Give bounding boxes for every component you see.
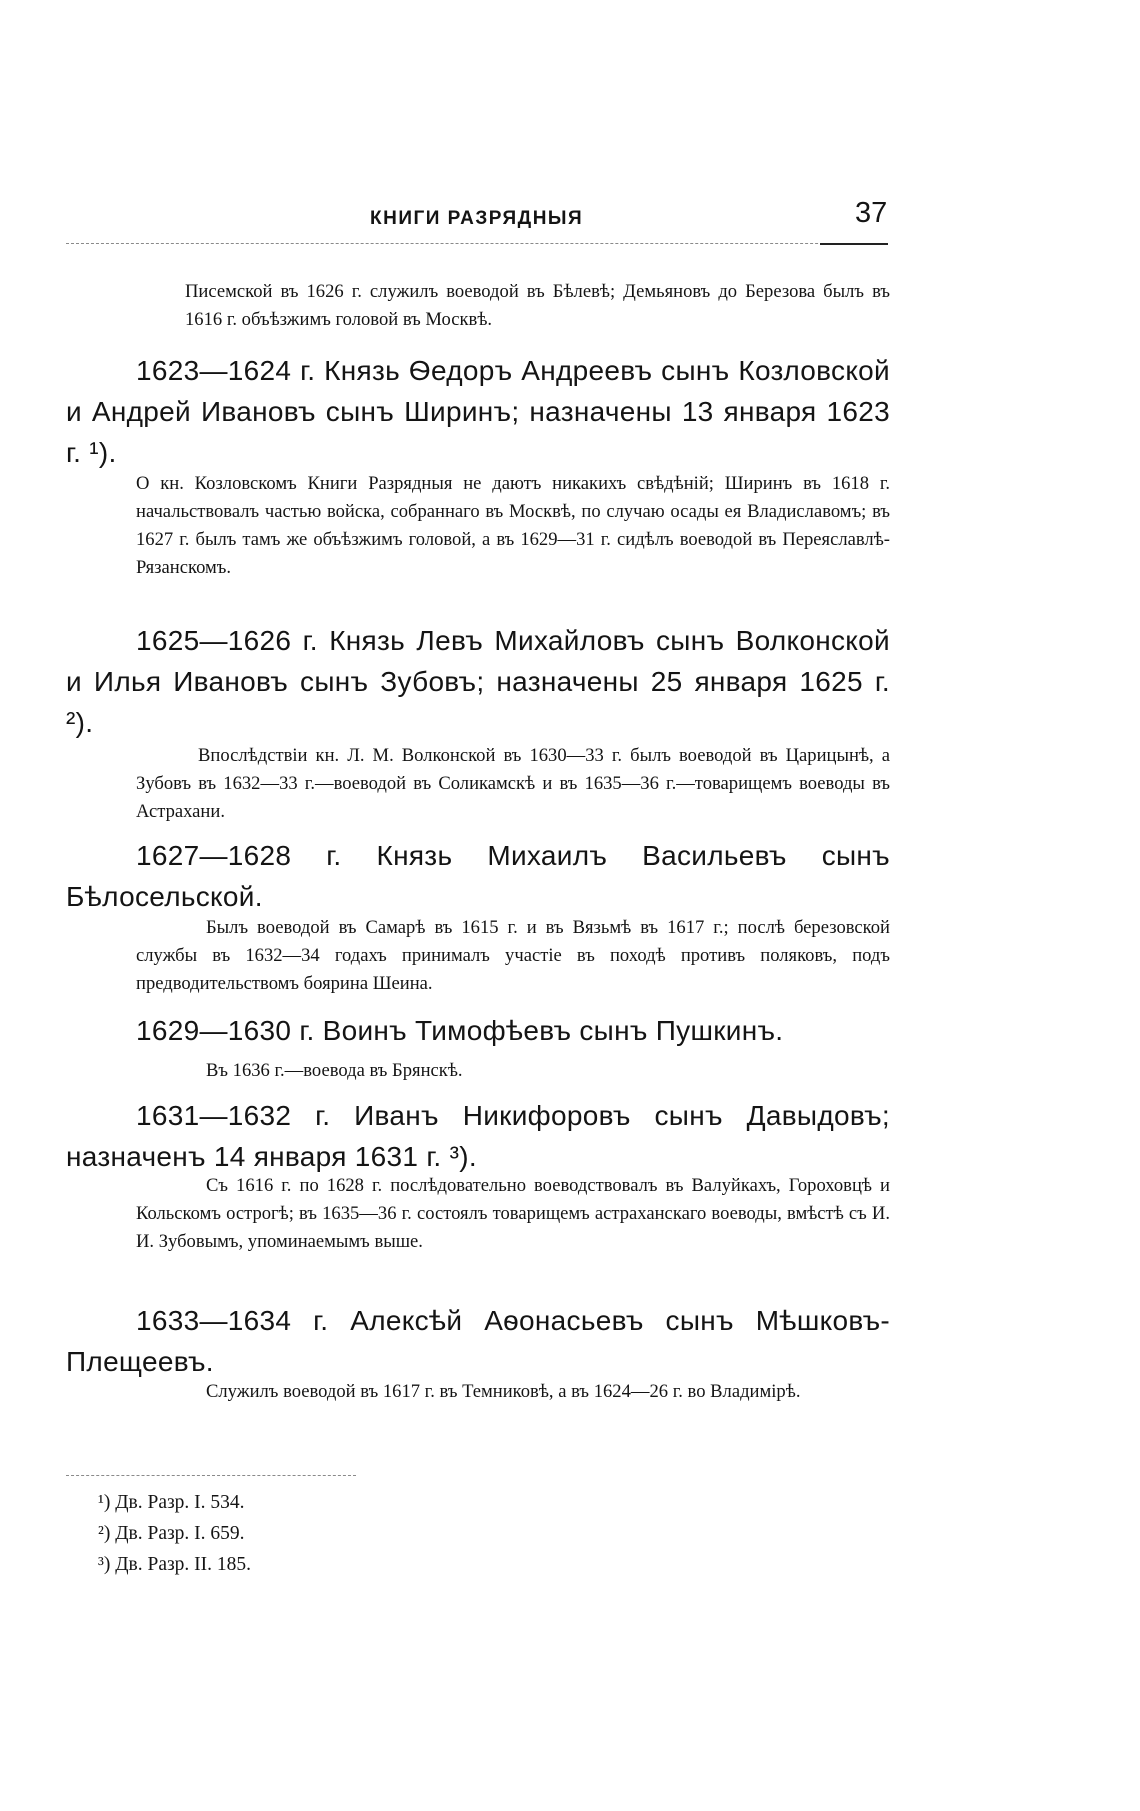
header-rule xyxy=(66,243,888,244)
header-rule-solid xyxy=(820,243,888,245)
entry-heading: 1623—1624 г. Князь Ѳедоръ Андреевъ сынъ Козловской и Андрей Ивановъ сынъ Ширинъ; назначены 13 января 1623 г. ¹). xyxy=(66,355,890,468)
paragraph-text: Писемской въ 1626 г. служилъ воеводой въ Бѣлевѣ; Демьяновъ до Березова былъ въ 1616 г. объѣзжимъ головой въ Москвѣ. xyxy=(185,281,890,330)
paragraph-text: Съ 1616 г. по 1628 г. послѣдовательно воеводствовалъ въ Валуйкахъ, Гороховцѣ и Кольскомъ острогѣ; въ 1635—36 г. состоялъ товарищемъ астраханскаго воеводы, вмѣстѣ съ И. И. Зубовымъ, упоминаемымъ выше. xyxy=(136,1175,890,1252)
footnote xyxy=(98,1521,245,1547)
paragraph-text: Въ 1636 г.—воевода въ Брянскѣ. xyxy=(206,1060,463,1081)
footnote-text: Дв. Разр. I. 659. xyxy=(115,1523,245,1544)
footnote xyxy=(98,1490,245,1516)
footnote-text: Дв. Разр. I. 534. xyxy=(115,1492,245,1513)
paragraph-text: О кн. Козловскомъ Книги Разрядныя не даютъ никакихъ свѣдѣній; Ширинъ въ 1618 г. начальствовалъ частью войска, собраннаго въ Москвѣ, по случаю осады ея Владиславомъ; въ 1627 г. былъ тамъ же объѣзжимъ головой, а въ 1629—31 г. сидѣлъ воеводой въ Переяславлѣ-Рязанскомъ. xyxy=(136,473,890,578)
footnote-mark: ³) xyxy=(98,1554,111,1575)
paragraph-text: Служилъ воеводой въ 1617 г. въ Темниковѣ, а въ 1624—26 г. во Владимірѣ. xyxy=(206,1381,801,1402)
entry-heading: 1627—1628 г. Князь Михаилъ Васильевъ сынъ Бѣлосельской. xyxy=(66,840,890,912)
entry-heading: 1625—1626 г. Князь Левъ Михайловъ сынъ Волконской и Илья Ивановъ сынъ Зубовъ; назначены 25 января 1625 г. ²). xyxy=(66,625,890,738)
footnote-rule xyxy=(66,1475,356,1476)
footnote-text: Дв. Разр. II. 185. xyxy=(115,1554,252,1575)
entry-heading: 1629—1630 г. Воинъ Тимофѣевъ сынъ Пушкинъ. xyxy=(136,1015,784,1046)
paragraph-text: Впослѣдствіи кн. Л. М. Волконской въ 1630—33 г. былъ воеводой въ Царицынѣ, а Зубовъ въ 1632—33 г.—воеводой въ Соликамскѣ и въ 1635—36 г.—товарищемъ воеводы въ Астрахани. xyxy=(136,745,890,822)
footnote-mark: ²) xyxy=(98,1523,111,1544)
footnote xyxy=(98,1552,251,1578)
footnote-mark: ¹) xyxy=(98,1492,111,1513)
entry-heading: 1633—1634 г. Алексѣй Аѳонасьевъ сынъ Мѣшковъ-Плещеевъ. xyxy=(66,1305,890,1377)
page-number: 37 xyxy=(855,197,888,229)
running-header-title: КНИГИ РАЗРЯДНЫЯ xyxy=(370,208,584,229)
entry-heading: 1631—1632 г. Иванъ Никифоровъ сынъ Давыдовъ; назначенъ 14 января 1631 г. ³). xyxy=(66,1100,890,1172)
paragraph-text: Былъ воеводой въ Самарѣ въ 1615 г. и въ Вязьмѣ въ 1617 г.; послѣ березовской службы въ 1632—34 годахъ принималъ участіе въ походѣ противъ поляковъ, подъ предводительствомъ боярина Шеина. xyxy=(136,917,890,994)
